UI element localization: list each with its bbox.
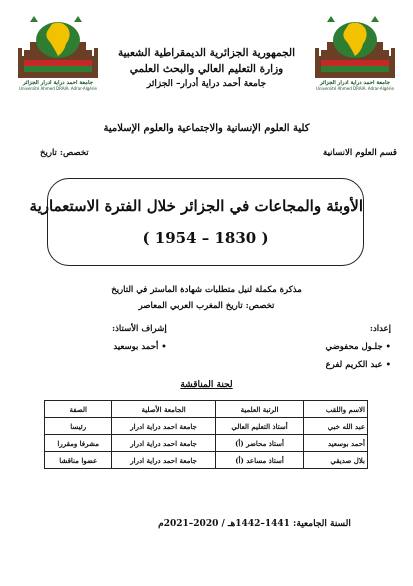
table-row xyxy=(45,418,368,435)
jury-role: رئيسا xyxy=(45,418,112,435)
column-header: الصفة xyxy=(45,401,112,418)
academic-year: السنة الجامعية: 1441–1442هـ / 2020–2021م xyxy=(158,519,351,529)
jury-role: عضوا مناقشا xyxy=(45,452,112,469)
column-header: الجامعة الأصلية xyxy=(112,401,215,418)
table-row xyxy=(45,452,368,469)
jury-role: مشرفا ومقررا xyxy=(45,435,112,452)
jury-name: بلال صديقي xyxy=(304,452,368,469)
student-name: • جلـول محفوضي xyxy=(325,342,391,352)
university-name: جامعة أحمد دراية أدرار– الجزائر xyxy=(146,79,267,89)
logo-caption-ar: جامعة أحمد دراية أدرار الجزائر xyxy=(319,80,391,86)
faculty-name: كلية العلوم الإنسانية والاجتماعية والعلوم الإسلامية xyxy=(103,123,310,134)
republic-name: الجمهورية الجزائرية الديمقراطية الشعبية xyxy=(117,47,295,59)
prepared-by-block xyxy=(325,324,391,370)
jury-table xyxy=(44,400,368,469)
thesis-period: ( 1830 – 1954 ) xyxy=(142,229,269,247)
logo-caption-fr: Université Ahmed DRAIA. Adrar-Algérie xyxy=(19,86,97,91)
jury-rank: أستاذ مساعد (أ) xyxy=(215,452,304,469)
table-header-row xyxy=(45,401,368,418)
jury-name: أحمد بوسعيد xyxy=(304,435,368,452)
thesis-title-box xyxy=(29,178,364,266)
department-label: قسم العلوم الانسانية xyxy=(323,148,397,158)
jury-rank: أستاذ محاضر (أ) xyxy=(215,435,304,452)
column-header: الرتبة العلمية xyxy=(215,401,304,418)
table-row xyxy=(45,435,368,452)
specialty-detail: تخصص: تاريخ المغرب العربي المعاصر xyxy=(138,301,275,311)
supervisor-block xyxy=(112,324,167,352)
jury-university: جامعة احمد دراية ادرار xyxy=(112,435,215,452)
committee-title: لجنة المناقشة xyxy=(180,380,233,390)
supervisor-label: إشراف الأستاذ: xyxy=(112,324,167,334)
student-name: • عبد الكريم لفرع xyxy=(325,360,391,370)
jury-name: عبد الله خبي xyxy=(304,418,368,435)
logo-caption-fr: Université Ahmed DRAIA. Adrar-Algérie xyxy=(316,86,394,91)
logo-caption-ar: جامعة أحمد دراية أدرار الجزائر xyxy=(22,80,94,86)
memo-description: مذكرة مكملة لنيل متطلبات شهادة الماستر في التاريخ xyxy=(111,285,302,295)
jury-university: جامعة احمد دراية ادرار xyxy=(112,452,215,469)
jury-university: جامعة احمد دراية ادرار xyxy=(112,418,215,435)
supervisor-name: • أحمد بوسعيد xyxy=(113,342,167,352)
prepared-by-label: إعداد: xyxy=(369,324,391,334)
thesis-title: الأوبئة والمجاعات في الجزائر خلال الفترة الاستعمارية xyxy=(29,197,363,215)
specialty-label: تخصص: تاريخ xyxy=(40,148,89,158)
ministry-name: وزارة التعليم العالي والبحث العلمي xyxy=(129,63,284,75)
column-header: الاسم واللقب xyxy=(304,401,368,418)
jury-rank: أستاذ التعليم العالي xyxy=(215,418,304,435)
